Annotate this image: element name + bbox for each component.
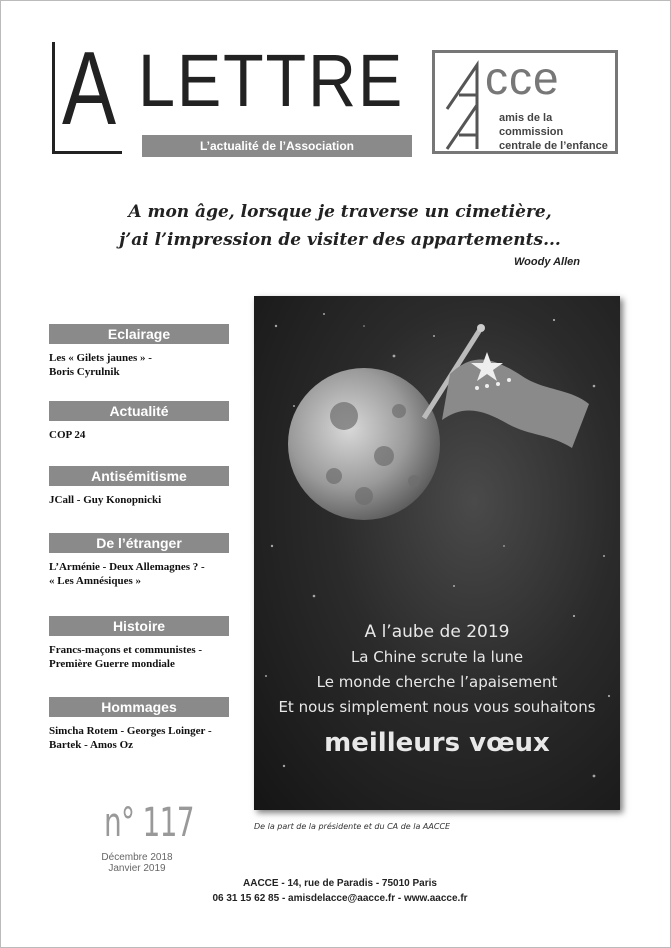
quote-author: Woody Allen <box>514 256 580 268</box>
issue-date-line1: Décembre 2018 <box>101 852 173 863</box>
section-line: Bartek - Amos Oz <box>49 739 134 751</box>
section-line: Simcha Rotem - Georges Loinger - <box>49 725 212 737</box>
issue-date-line2: Janvier 2019 <box>108 863 166 874</box>
section-content[interactable] <box>49 351 229 379</box>
cover-line3: Le monde cherche l’apaisement <box>316 673 558 691</box>
section-title: Hommages <box>49 697 229 717</box>
section-title: Histoire <box>49 616 229 636</box>
quote <box>100 198 580 254</box>
section-line: Les « Gilets jaunes » - <box>49 352 152 364</box>
issue-date <box>92 852 182 874</box>
section-eclairage <box>49 324 229 379</box>
footer-address: AACCE - 14, rue de Paradis - 75010 Paris <box>243 878 437 889</box>
logo-a-letter: A <box>62 31 113 147</box>
section-content[interactable] <box>49 428 229 442</box>
footer-phone-email[interactable]: 06 31 15 62 85 - amisdelacce@aacce.fr - www.aacce.fr <box>212 893 468 904</box>
quote-line2: j’ai l’impression de visiter des appartements... <box>119 230 561 250</box>
section-antisemitisme <box>49 466 229 507</box>
footer-contact <box>180 876 500 906</box>
section-title: De l’étranger <box>49 533 229 553</box>
cover-line4: Et nous simplement nous vous souhaitons <box>278 698 596 716</box>
cover-line2: La Chine scrute la lune <box>350 648 524 666</box>
tagline: L’actualité de l’Association <box>142 135 412 157</box>
cover-line1: A l’aube de 2019 <box>364 622 510 642</box>
section-etranger <box>49 533 229 588</box>
section-content[interactable] <box>49 560 229 588</box>
section-content[interactable] <box>49 724 229 752</box>
section-title: Antisémitisme <box>49 466 229 486</box>
section-line: Première Guerre mondiale <box>49 658 175 670</box>
section-title: Actualité <box>49 401 229 421</box>
section-line: Boris Cyrulnik <box>49 366 120 378</box>
issue-number: n° 117 <box>104 800 194 846</box>
section-actualite <box>49 401 229 442</box>
acce-subtitle <box>499 111 615 153</box>
flag-icon <box>442 359 589 448</box>
section-histoire <box>49 616 229 671</box>
section-line: Francs-maçons et communistes - <box>49 644 203 656</box>
cover-greeting: meilleurs vœux <box>324 728 550 758</box>
acce-subtitle-line1: amis de la commission <box>499 112 564 138</box>
logo-lettre: LETTRE <box>138 39 405 122</box>
acce-logo-box <box>432 50 618 154</box>
section-line: « Les Amnésiques » <box>49 575 141 587</box>
acce-word: cce <box>485 52 560 104</box>
cover-illustration <box>254 296 620 810</box>
section-line: COP 24 <box>49 429 86 441</box>
acce-subtitle-line2: centrale de l’enfance <box>499 140 608 152</box>
section-content[interactable] <box>49 643 229 671</box>
cover-caption: De la part de la présidente et du CA de la AACCE <box>254 822 451 831</box>
section-hommages <box>49 697 229 752</box>
section-line: L’Arménie - Deux Allemagnes ? - <box>49 561 205 573</box>
section-title: Eclairage <box>49 324 229 344</box>
section-line: JCall - Guy Konopnicki <box>49 494 162 506</box>
quote-line1: A mon âge, lorsque je traverse un cimetière, <box>128 202 552 222</box>
section-content[interactable] <box>49 493 229 507</box>
